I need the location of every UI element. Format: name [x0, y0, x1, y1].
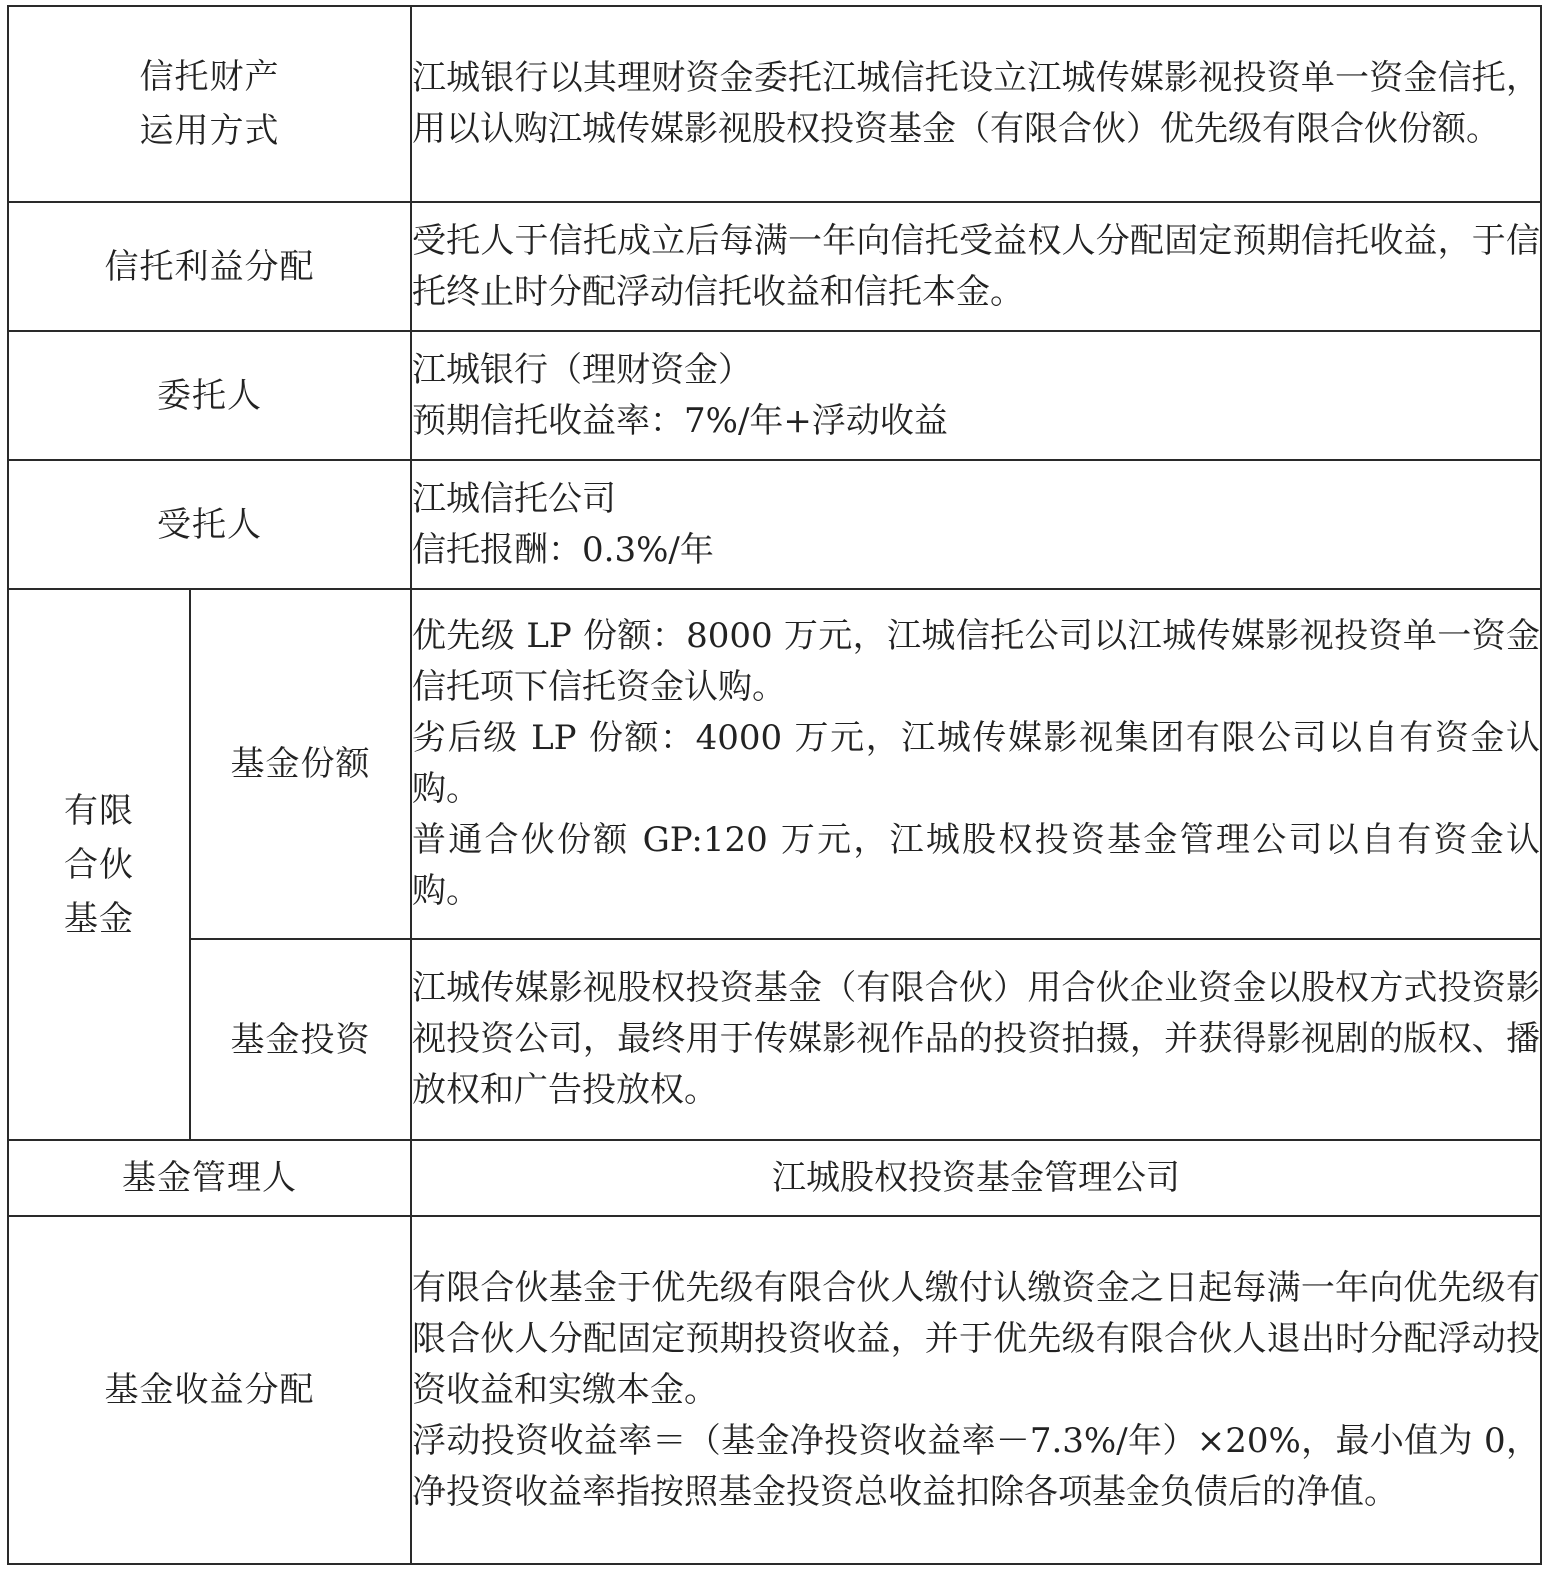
trustor-text — [411, 331, 1541, 460]
row-trustor — [8, 331, 1541, 460]
trustee-label: 受托人 — [8, 460, 411, 589]
row-manager — [8, 1140, 1541, 1216]
lp-fund-label-line1: 有限 — [64, 790, 134, 831]
lp-fund-label-line2: 合伙 — [64, 844, 134, 885]
trustee-line1: 江城信托公司 — [412, 478, 616, 519]
trustee-line2: 信托报酬：0.3%/年 — [412, 529, 714, 570]
usage-label-line2: 运用方式 — [139, 111, 280, 151]
manager-text: 江城股权投资基金管理公司 — [411, 1140, 1541, 1216]
fund-distribution-text1: 有限合伙基金于优先级有限合伙人缴付认缴资金之日起每满一年向优先级有限合伙人分配固定预期投资收益，并于优先级有限合伙人退出时分配浮动投资收益和实缴本金。 — [412, 1267, 1540, 1410]
fund-shares-label: 基金份额 — [190, 589, 411, 939]
usage-label-line1: 信托财产 — [139, 57, 280, 97]
row-fund-distribution — [8, 1216, 1541, 1564]
distribution-label: 信托利益分配 — [8, 202, 411, 331]
fund-shares-text — [411, 589, 1541, 939]
fund-investment-label: 基金投资 — [190, 939, 411, 1140]
trustor-line2: 预期信托收益率：7%/年+浮动收益 — [412, 400, 948, 441]
trustee-text — [411, 460, 1541, 589]
usage-label — [8, 6, 411, 202]
trust-structure-table — [7, 5, 1542, 1565]
manager-label: 基金管理人 — [8, 1140, 411, 1216]
senior-lp-share: 优先级 LP 份额：8000 万元，江城信托公司以江城传媒影视投资单一资金信托项下信托资金认购。 — [412, 616, 1540, 707]
fund-distribution-text — [411, 1216, 1541, 1564]
lp-fund-label — [8, 589, 190, 1140]
row-usage — [8, 6, 1541, 202]
junior-lp-share: 劣后级 LP 份额：4000 万元，江城传媒影视集团有限公司以自有资金认购。 — [412, 718, 1540, 809]
fund-distribution-text2: 浮动投资收益率＝（基金净投资收益率－7.3%/年）×20%，最小值为 0，净投资收益率指按照基金投资总收益扣除各项基金负债后的净值。 — [412, 1420, 1540, 1512]
row-fund-investment — [8, 939, 1541, 1140]
trustor-line1: 江城银行（理财资金） — [412, 349, 752, 390]
fund-distribution-label: 基金收益分配 — [8, 1216, 411, 1564]
lp-fund-label-line3: 基金 — [64, 898, 134, 939]
distribution-text: 受托人于信托成立后每满一年向信托受益权人分配固定预期信托收益，于信托终止时分配浮动信托收益和信托本金。 — [411, 202, 1541, 331]
usage-text: 江城银行以其理财资金委托江城信托设立江城传媒影视投资单一资金信托，用以认购江城传媒影视股权投资基金（有限合伙）优先级有限合伙份额。 — [411, 6, 1541, 202]
trustor-label: 委托人 — [8, 331, 411, 460]
row-fund-shares — [8, 589, 1541, 939]
row-trustee — [8, 460, 1541, 589]
row-distribution — [8, 202, 1541, 331]
fund-investment-text: 江城传媒影视股权投资基金（有限合伙）用合伙企业资金以股权方式投资影视投资公司，最终用于传媒影视作品的投资拍摄，并获得影视剧的版权、播放权和广告投放权。 — [411, 939, 1541, 1140]
gp-share: 普通合伙份额 GP:120 万元，江城股权投资基金管理公司以自有资金认购。 — [412, 820, 1540, 911]
